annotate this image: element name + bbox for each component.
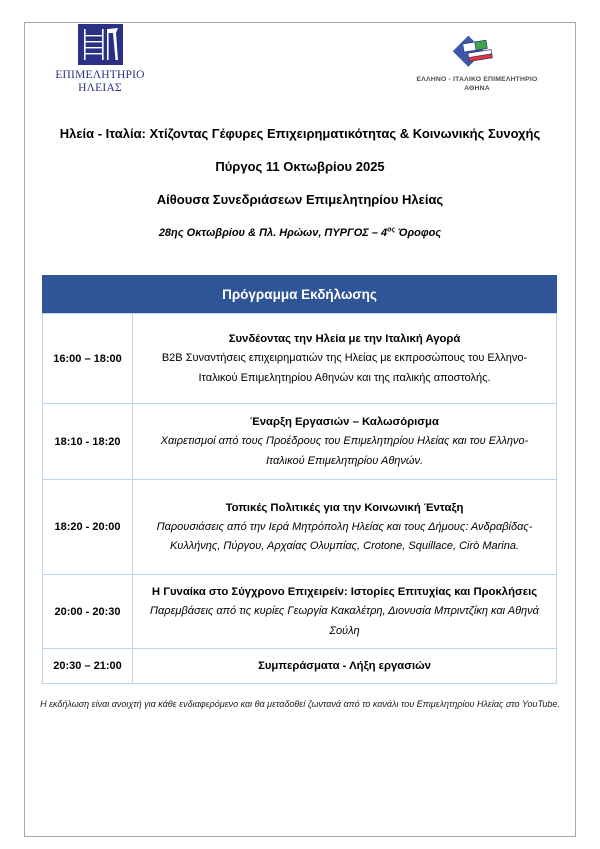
program-cell [133,480,556,574]
program-row [43,314,556,403]
footer-note: Η εκδήλωση είναι ανοιχτή για κάθε ενδιαφερόμενο και θα μεταδοθεί ζωντανά από το κανάλι του Επιμελητηρίου Ηλείας στο YouTube. [40,699,560,709]
title-block [40,126,560,241]
hellenic-italian-chamber-name-line1: ΕΛΛΗΝΟ - ΙΤΑΛΙΚΟ ΕΠΙΜΕΛΗΤΗΡΙΟ [416,76,538,83]
program-cell [133,649,556,683]
session-description: Χαιρετισμοί από τους Προέδρους του Επιμελητηρίου Ηλείας και του Ελληνο-Ιταλικού Επιμελητηρίου Αθηνών. [160,435,529,467]
program-row [43,403,556,479]
program-row [43,479,556,574]
hellenic-italian-chamber-logo [402,34,552,93]
session-title: Συμπεράσματα - Λήξη εργασιών [258,660,431,672]
program-time: 16:00 – 18:00 [43,314,133,403]
program-cell [133,404,556,479]
program-time: 20:00 - 20:30 [43,575,133,648]
program-time: 18:20 - 20:00 [43,480,133,574]
program-time: 20:30 – 21:00 [43,649,133,683]
program-row [43,574,556,648]
hellenic-italian-chamber-logo-icon [451,34,503,72]
event-venue: Αίθουσα Συνεδριάσεων Επιμελητηρίου Ηλείας [156,192,444,207]
program-table-header: Πρόγραμμα Εκδήλωσης [42,275,557,313]
ilia-chamber-logo-icon [78,24,123,65]
session-description: Παρεμβάσεις από τις κυρίες Γεωργία Κακαλέτρη, Διονυσία Μπριντζίκη και Αθηνά Σούλη [150,605,539,637]
ilia-chamber-logo [44,24,156,95]
ilia-chamber-name-line2: ΗΛΕΙΑΣ [78,82,122,94]
program-row [43,648,556,683]
hellenic-italian-chamber-name-line2: ΑΘΗΝΑ [464,85,490,92]
event-date-location: Πύργος 11 Οκτωβρίου 2025 [215,159,385,174]
session-title: Τοπικές Πολιτικές για την Κοινωνική Ένταξη [225,501,464,514]
session-description: B2B Συναντήσεις επιχειρηματιών της Ηλείας με εκπροσώπους του Ελληνο-Ιταλικού Επιμελητηρίου Αθηνών και της ιταλικής αποστολής. [161,352,528,384]
program-table-body [42,313,557,684]
ilia-chamber-name-line1: ΕΠΙΜΕΛΗΤΗΡΙΟ [55,69,145,81]
event-title: Ηλεία - Ιταλία: Χτίζοντας Γέφυρες Επιχειρηματικότητας & Κοινωνικής Συνοχής [59,126,541,141]
program-cell [133,314,556,403]
session-title: Η Γυναίκα στο Σύγχρονο Επιχειρείν: Ιστορίες Επιτυχίας και Προκλήσεις [151,586,538,598]
program-cell [133,575,556,648]
program-time: 18:10 - 18:20 [43,404,133,479]
event-address: 28ης Οκτωβρίου & Πλ. Ηρώων, ΠΥΡΓΟΣ – $4^{o\varsigma}$ Όροφος [158,226,442,239]
session-title: Συνδέοντας την Ηλεία με την Ιταλική Αγορά [228,333,461,345]
session-title: Έναρξη Εργασιών – Καλωσόρισμα [250,416,439,428]
program-table [42,275,557,684]
session-description: Παρουσιάσεις από την Ιερά Μητρόπολη Ηλείας και τους Δήμους: Ανδραβίδας-Κυλλήνης, Πύργου, Αρχαίας Ολυμπίας, Crotone, Squillace, Cirò Marina. [156,520,533,552]
